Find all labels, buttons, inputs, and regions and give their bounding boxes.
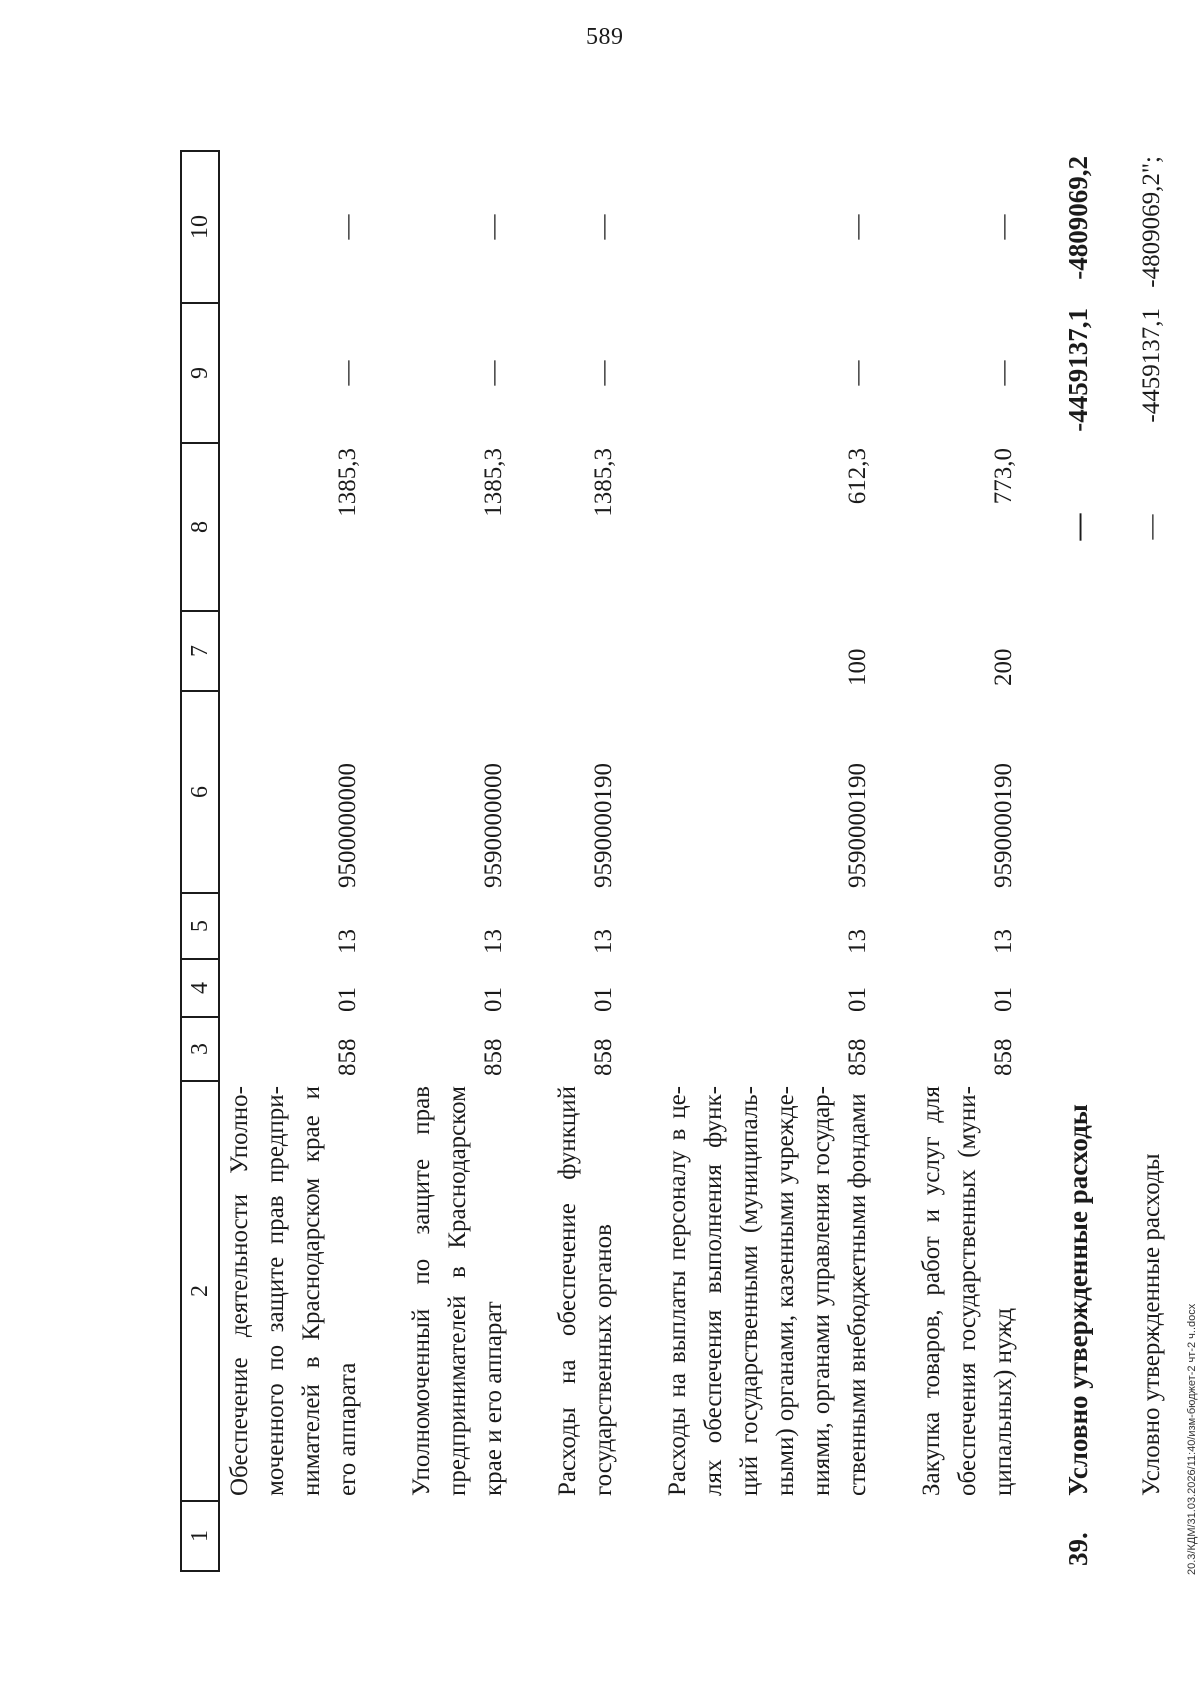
cell-ministry-code: 858 bbox=[990, 1038, 1017, 1076]
cell-subsection-code: 13 bbox=[334, 929, 361, 954]
cell-expense-type: 200 bbox=[990, 648, 1017, 686]
cell-amount-2: — bbox=[480, 360, 507, 386]
cell-subsection-code: 13 bbox=[844, 929, 871, 954]
cell-ministry-code bbox=[1132, 1017, 1172, 1081]
table-header-row bbox=[181, 151, 219, 1571]
cell-expense-type bbox=[402, 611, 514, 691]
cell-section-code: 01 bbox=[590, 987, 617, 1012]
header-cell: 10 bbox=[181, 151, 219, 303]
cell-amount-3: — bbox=[990, 214, 1017, 240]
cell-subsection-code bbox=[1132, 893, 1172, 959]
table-row bbox=[1058, 151, 1098, 1571]
table-row bbox=[1132, 151, 1172, 1571]
cell-subsection-code: 13 bbox=[590, 929, 617, 954]
cell-target-code: 9590000000 bbox=[480, 763, 507, 888]
header-cell: 5 bbox=[181, 893, 219, 959]
cell-target-code bbox=[1058, 691, 1098, 893]
cell-amount-1: 773,0 bbox=[990, 448, 1017, 505]
cell-amount-3: — bbox=[590, 214, 617, 240]
table-row bbox=[658, 151, 878, 1571]
cell-subsection-code bbox=[1058, 893, 1098, 959]
cell-amount-2: — bbox=[590, 360, 617, 386]
cell-subsection-code: 13 bbox=[480, 929, 507, 954]
cell-target-code: 9590000190 bbox=[844, 763, 871, 888]
cell-expense-type bbox=[1058, 611, 1098, 691]
header-cell: 6 bbox=[181, 691, 219, 893]
header-cell: 3 bbox=[181, 1017, 219, 1081]
cell-expense-type bbox=[219, 611, 368, 691]
document-footer-path: 20.3/КДМ/31.03.2026/11:40/изм-бюджет-2 чт-2 ч..docx bbox=[1186, 1303, 1198, 1575]
table-row bbox=[219, 151, 368, 1571]
cell-amount-3: — bbox=[480, 214, 507, 240]
cell-amount-2: — bbox=[990, 360, 1017, 386]
cell-amount-1: 612,3 bbox=[844, 448, 871, 505]
cell-section-code bbox=[1132, 959, 1172, 1017]
cell-expense-type bbox=[1132, 611, 1172, 691]
cell-expense-type: 100 bbox=[844, 648, 871, 686]
cell-expense-type bbox=[548, 611, 624, 691]
row-name: Обеспечение деятельности Уполно- моченного по защите прав предпри- нимателей в Краснодарском крае и его аппарата bbox=[226, 1086, 361, 1496]
cell-ministry-code: 858 bbox=[844, 1038, 871, 1076]
budget-table bbox=[180, 150, 1172, 1572]
cell-amount-3: — bbox=[334, 214, 361, 240]
row-name: Закупка товаров, работ и услуг для обеспечения государственных (муни- ципальных) нужд bbox=[918, 1086, 1017, 1496]
row-name: Уполномоченный по защите прав предпринимателей в Краснодарском крае и его аппарат bbox=[408, 1086, 507, 1496]
cell-ministry-code: 858 bbox=[480, 1038, 507, 1076]
row-number: 39. bbox=[1063, 1532, 1093, 1566]
cell-amount-2: -4459137,1 bbox=[1138, 308, 1165, 423]
cell-amount-1: — bbox=[1138, 514, 1165, 540]
row-name: Расходы на обеспечение функций государственных органов bbox=[554, 1086, 617, 1496]
cell-target-code: 9590000190 bbox=[990, 763, 1017, 888]
row-name: Условно утвержденные расходы bbox=[1063, 1104, 1093, 1496]
row-number bbox=[912, 1501, 1024, 1571]
cell-amount-1: 1385,3 bbox=[590, 448, 617, 517]
row-number bbox=[548, 1501, 624, 1571]
cell-amount-3: — bbox=[844, 214, 871, 240]
cell-section-code bbox=[1058, 959, 1098, 1017]
cell-subsection-code: 13 bbox=[990, 929, 1017, 954]
cell-section-code: 01 bbox=[334, 987, 361, 1012]
cell-section-code: 01 bbox=[844, 987, 871, 1012]
header-cell: 8 bbox=[181, 443, 219, 611]
cell-ministry-code: 858 bbox=[334, 1038, 361, 1076]
row-number bbox=[402, 1501, 514, 1571]
table-row bbox=[548, 151, 624, 1571]
cell-amount-3: -4809069,2 bbox=[1063, 156, 1093, 280]
row-number bbox=[1132, 1501, 1172, 1571]
page-number: 589 bbox=[586, 24, 624, 50]
header-cell: 7 bbox=[181, 611, 219, 691]
cell-section-code: 01 bbox=[480, 987, 507, 1012]
cell-amount-1: 1385,3 bbox=[334, 448, 361, 517]
cell-amount-1: 1385,3 bbox=[480, 448, 507, 517]
cell-amount-2: -4459137,1 bbox=[1063, 308, 1093, 432]
row-name: Условно утвержденные расходы bbox=[1138, 1153, 1165, 1496]
cell-section-code: 01 bbox=[990, 987, 1017, 1012]
row-number bbox=[658, 1501, 878, 1571]
cell-target-code: 9500000000 bbox=[334, 763, 361, 888]
cell-target-code: 9590000190 bbox=[590, 763, 617, 888]
table-row bbox=[402, 151, 514, 1571]
header-cell: 9 bbox=[181, 303, 219, 443]
cell-target-code bbox=[1132, 691, 1172, 893]
row-number bbox=[219, 1501, 368, 1571]
header-cell: 4 bbox=[181, 959, 219, 1017]
cell-amount-3: -4809069,2"; bbox=[1138, 156, 1165, 288]
cell-amount-1: — bbox=[1063, 513, 1093, 541]
cell-amount-2: — bbox=[844, 360, 871, 386]
header-cell: 1 bbox=[181, 1501, 219, 1571]
row-name: Расходы на выплаты персоналу в це- лях обеспечения выполнения функ- ций государственными (муниципаль- ными) органами, казенными учрежде- ниями, органами управления государ- ственными внебюджетными фондами bbox=[664, 1086, 871, 1496]
cell-amount-2: — bbox=[334, 360, 361, 386]
cell-ministry-code: 858 bbox=[590, 1038, 617, 1076]
rotated-page-content bbox=[180, 152, 1170, 1572]
cell-ministry-code bbox=[1058, 1017, 1098, 1081]
header-cell: 2 bbox=[181, 1081, 219, 1501]
table-row bbox=[912, 151, 1024, 1571]
